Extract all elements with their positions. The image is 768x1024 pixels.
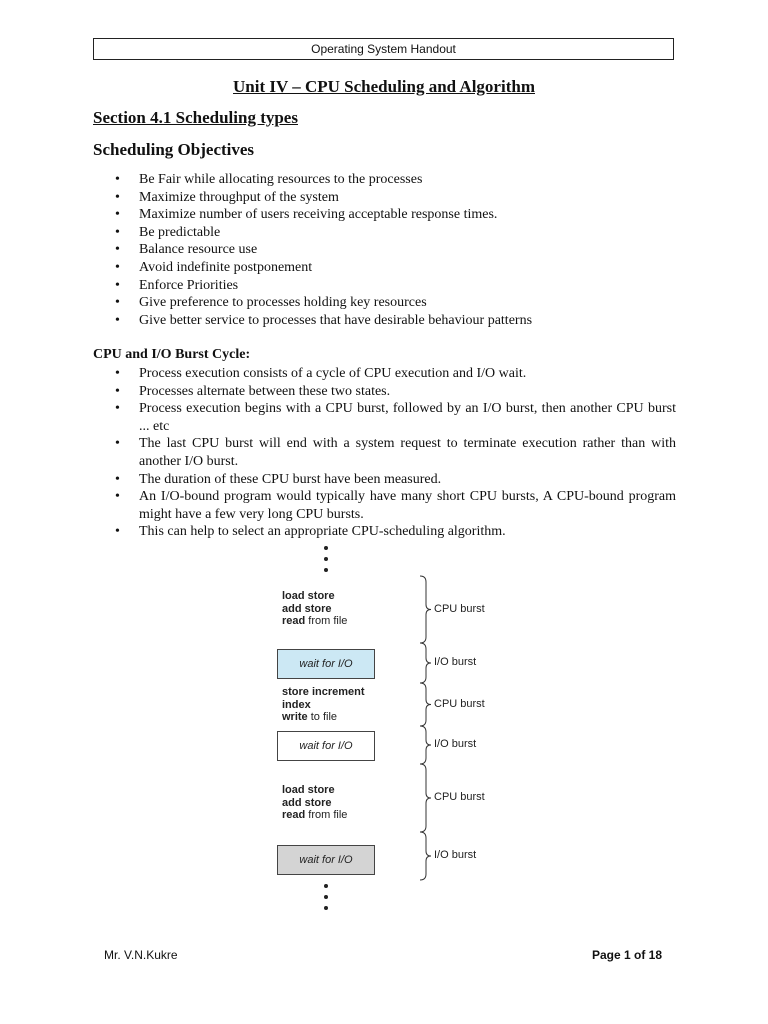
instruction-line <box>282 615 347 628</box>
list-item: • Process execution consists of a cycle of CPU execution and I/O wait. <box>93 365 676 383</box>
section-title: Section 4.1 Scheduling types <box>93 108 298 127</box>
burst-brace <box>420 643 431 683</box>
io-burst-label: I/O burst <box>434 738 477 750</box>
list-item: • Process execution begins with a CPU burst, followed by an I/O burst, then another CPU burst ... etc <box>93 400 676 435</box>
cpu-instructions <box>282 686 365 724</box>
list-item: • An I/O-bound program would typically have many short CPU bursts, A CPU-bound program might have a few very long CPU bursts. <box>93 488 676 523</box>
wait-io-box: wait for I/O <box>277 731 375 761</box>
ellipsis-dot <box>324 884 328 888</box>
instruction-keyword: add store <box>282 602 332 615</box>
instruction-keyword: add store <box>282 796 332 809</box>
list-item: • Give better service to processes that have desirable behaviour patterns <box>93 312 676 330</box>
instruction-line <box>282 603 347 616</box>
footer-page-number: Page 1 of 18 <box>592 948 663 962</box>
burst-cycle-diagram <box>270 540 530 920</box>
instruction-operand: from file <box>305 615 348 627</box>
io-burst-label: I/O burst <box>434 656 477 668</box>
instruction-keyword: load store <box>282 784 335 796</box>
unit-title: Unit IV – CPU Scheduling and Algorithm <box>233 77 535 96</box>
burst-cycle-heading: CPU and I/O Burst Cycle: <box>93 347 251 362</box>
instruction-keyword: store increment <box>282 686 365 698</box>
objectives-list <box>93 171 676 329</box>
instruction-line <box>282 809 347 822</box>
instruction-operand: to file <box>307 711 338 723</box>
header-box <box>93 38 674 60</box>
list-item: • The duration of these CPU burst have been measured. <box>93 471 676 489</box>
list-item: • Balance resource use <box>93 241 676 259</box>
instruction-line <box>282 686 365 699</box>
wait-io-box: wait for I/O <box>277 845 375 875</box>
burst-cycle-list <box>93 365 676 541</box>
list-item: • Enforce Priorities <box>93 277 676 295</box>
list-item: • Give preference to processes holding key resources <box>93 294 676 312</box>
list-item: • Avoid indefinite postponement <box>93 259 676 277</box>
burst-brace <box>420 832 431 880</box>
instruction-operand: from file <box>305 809 348 821</box>
list-item: • Be Fair while allocating resources to the processes <box>93 171 676 189</box>
instruction-keyword: load store <box>282 590 335 602</box>
cpu-burst-label: CPU burst <box>434 602 485 615</box>
header-title: Operating System Handout <box>311 42 456 56</box>
instruction-line <box>282 590 347 603</box>
wait-io-box: wait for I/O <box>277 649 375 679</box>
list-item: • Processes alternate between these two states. <box>93 383 676 401</box>
instruction-line <box>282 699 365 712</box>
burst-brace <box>420 726 431 764</box>
footer-author: Mr. V.N.Kukre <box>104 948 178 962</box>
burst-brace <box>420 576 431 643</box>
objectives-heading: Scheduling Objectives <box>93 140 255 159</box>
cpu-burst-label: CPU burst <box>434 697 485 710</box>
instruction-keyword: read <box>282 809 306 821</box>
instruction-line <box>282 711 365 724</box>
list-item: • The last CPU burst will end with a system request to terminate execution rather than with another I/O burst. <box>93 435 676 470</box>
io-burst-label: I/O burst <box>434 849 477 861</box>
cpu-instructions <box>282 784 347 822</box>
ellipsis-dot <box>324 906 328 910</box>
cpu-burst-label: CPU burst <box>434 791 485 803</box>
list-item: • Be predictable <box>93 224 676 242</box>
instruction-keyword: index <box>282 698 311 711</box>
cpu-instructions <box>282 590 347 628</box>
list-item: • Maximize number of users receiving acceptable response times. <box>93 206 676 224</box>
burst-brace <box>420 683 431 726</box>
instruction-line <box>282 784 347 797</box>
list-item: • Maximize throughput of the system <box>93 189 676 207</box>
instruction-line <box>282 797 347 810</box>
burst-brace <box>420 764 431 832</box>
instruction-keyword: write <box>282 711 308 723</box>
ellipsis-dot <box>324 895 328 899</box>
instruction-keyword: read <box>282 615 306 627</box>
list-item: • This can help to select an appropriate CPU-scheduling algorithm. <box>93 523 676 541</box>
